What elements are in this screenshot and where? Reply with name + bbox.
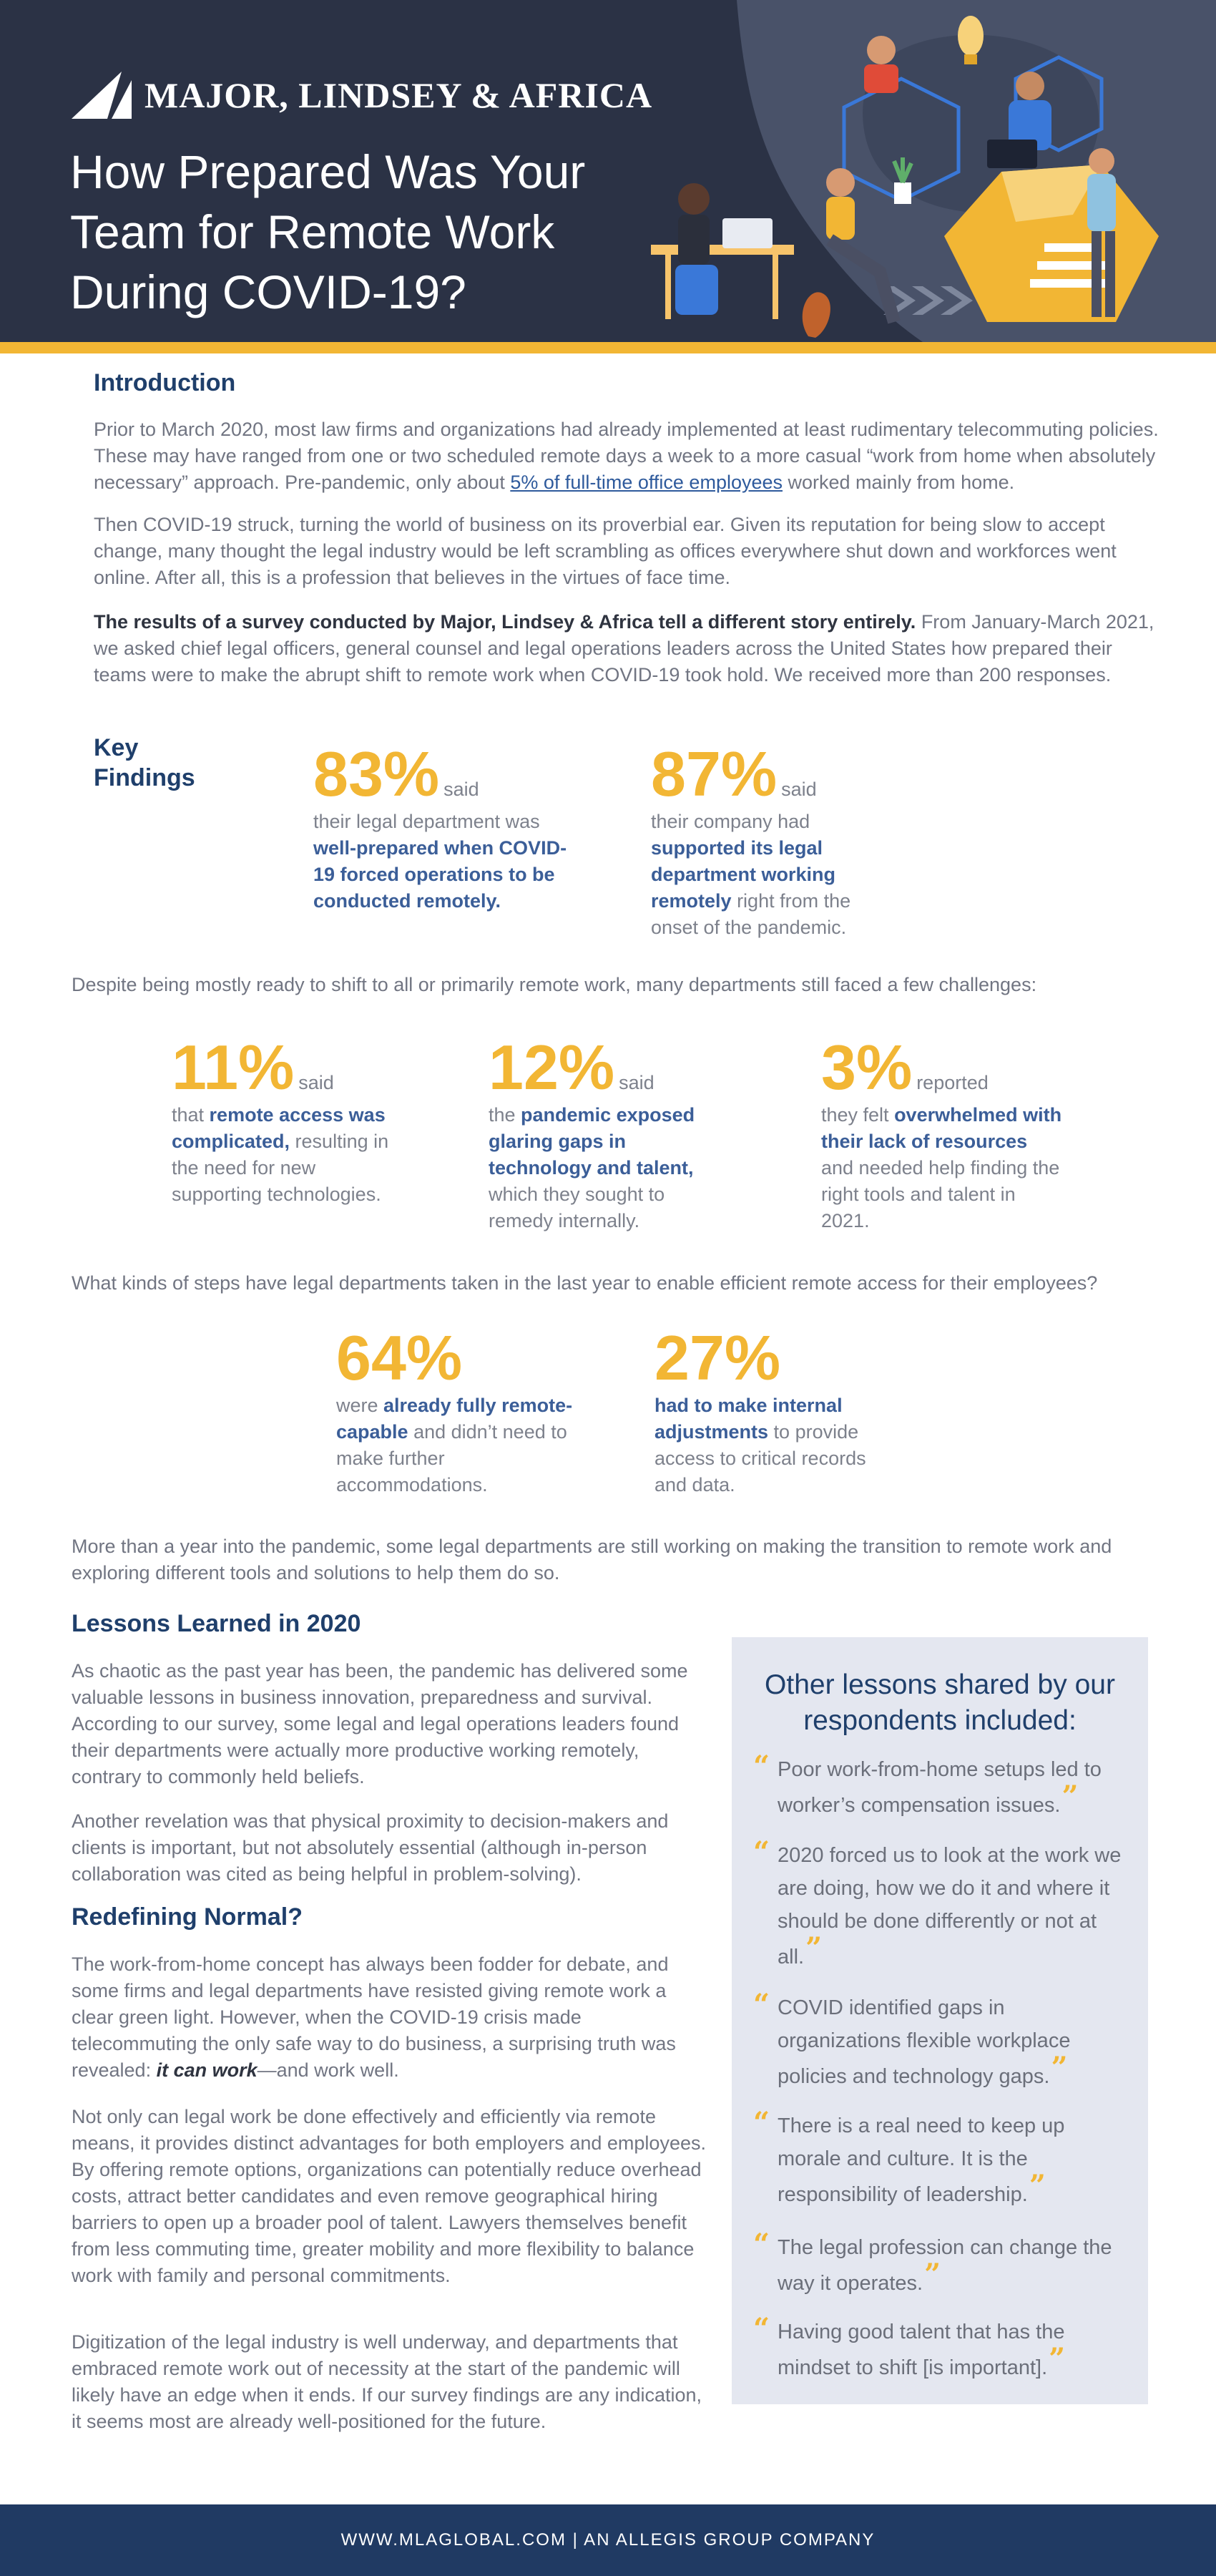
stat-desc-strong: pandemic exposed glaring gaps in technology and talent, (489, 1104, 695, 1179)
stat-83-well-prepared (313, 738, 571, 914)
intro-paragraph-2: Then COVID-19 struck, turning the world of business on its proverbial ear. Given its reputation for being slow to accept change, many thought the legal industry would be left scrambling as offices everywhere shut down and workforces went online. After all, this is a profession that believes in the virtues of face time. (94, 514, 1117, 588)
close-quote-icon: ” (1061, 1780, 1079, 1813)
redefining-paragraph-2: Not only can legal work be done effectively and efficiently via remote means, it provides distinct advantages for both employers and employees. By offering remote options, organizations can potentially reduce overhead costs, attract better candidates and even remove geographical hiring barriers to open up a broader pool of talent. Lawyers themselves benefit from less commuting time, greater mobility and more flexibility to balance work with family and personal commitments. (72, 2106, 706, 2286)
logo-mark-icon (72, 72, 134, 119)
stat-64-remote-capable (336, 1322, 587, 1498)
stat-verb: said (443, 779, 479, 800)
title-line: During COVID-19? (70, 265, 466, 318)
redefining-paragraph-3: Digitization of the legal industry is well underway, and departments that embraced remote work out of necessity at the start of the pandemic will likely have an edge when it ends. If our survey findings are any indication, it seems most are already well-positioned for the future. (72, 2331, 702, 2432)
stat-description (821, 1102, 1064, 1234)
redefining-p1-text-end: —and work well. (257, 2059, 399, 2081)
respondent-quote (753, 1835, 1131, 1974)
stat-desc-pre: their legal department was (313, 811, 540, 832)
respondent-quote (753, 2106, 1131, 2211)
lessons-paragraph-1: As chaotic as the past year has been, the pandemic has delivered some valuable lessons in business innovation, preparedness and survival. According to our survey, some legal and legal operations leaders found their departments were actually more productive working remotely, contrary to commonly held beliefs. (72, 1660, 688, 1787)
quote-text: Poor work-from-home setups led to worker’s compensation issues. (778, 1758, 1102, 1817)
stat-desc-strong: overwhelmed with their lack of resources (821, 1104, 1062, 1152)
other-lessons-box (732, 1637, 1148, 2404)
intro-p3-text: From January-March 2021, we asked chief legal officers, general counsel and legal operations leaders across the United States how prepared their teams were to make the abrupt shift to remote work when COVID-19 took hold. We received more than 200 responses. (94, 611, 1154, 686)
stat-87-supported (651, 738, 887, 941)
stat-desc-strong: well-prepared when COVID-19 forced operations to be conducted remotely. (313, 837, 567, 912)
open-quote-icon: “ (753, 1835, 770, 1869)
stat-verb: reported (916, 1072, 989, 1093)
redefining-p1-text: The work-from-home concept has always been fodder for debate, and some firms and legal departments have resisted giving remote work a clear green light. However, when the COVID-19 crisis made telecommuting the only safe way to do business, a surprising truth was revealed: (72, 1953, 676, 2081)
steps-lead: What kinds of steps have legal departments taken in the last year to enable efficient remote access for their employees? (72, 1272, 1098, 1294)
intro-p1-text: Prior to March 2020, most law firms and organizations had already implemented at least rudimentary telecommuting policies. These may have ranged from one or two scheduled remote days a week to a more casual “work from home when absolutely necessary” approach. Pre-pandemic, only about (94, 419, 1159, 493)
title-line: How Prepared Was Your (70, 145, 586, 198)
stat-description (172, 1102, 408, 1208)
stat-description (336, 1392, 587, 1498)
stat-verb: said (298, 1072, 334, 1093)
stat-value: 11% (172, 1032, 295, 1103)
footer-bar (0, 2504, 1216, 2576)
stat-description (654, 1392, 891, 1498)
stat-desc-post: to provide access to critical records and data. (654, 1421, 866, 1496)
stat-value: 27% (654, 1322, 781, 1393)
respondent-quote (753, 1750, 1131, 1822)
stat-desc-pre: the (489, 1104, 521, 1126)
stat-3-overwhelmed (821, 1032, 1064, 1234)
stat-desc-strong: supported its legal department working remotely (651, 837, 836, 912)
intro-p3-bold: The results of a survey conducted by Major, Lindsey & Africa tell a different story entirely. (94, 611, 916, 633)
quote-text: The legal profession can change the way it operates. (778, 2236, 1112, 2295)
stat-desc-post: resulting in the need for new supporting technologies. (172, 1131, 389, 1205)
key-findings-heading-line: Key (94, 734, 139, 761)
stat-value: 64% (336, 1322, 463, 1393)
statistic-link[interactable]: 5% of full-time office employees (510, 472, 783, 493)
close-quote-icon: ” (1051, 2051, 1068, 2084)
open-quote-icon: “ (753, 2106, 770, 2140)
key-findings-heading-line: Findings (94, 764, 195, 791)
open-quote-icon: “ (753, 2312, 770, 2346)
challenges-lead: Despite being mostly ready to shift to all or primarily remote work, many departments still faced a few challenges: (72, 974, 1037, 995)
intro-paragraph-3 (94, 609, 1167, 688)
stat-value: 83% (313, 738, 440, 809)
redefining-paragraph-1 (72, 1951, 708, 2084)
quote-text: There is a real need to keep up morale and culture. It is the responsibility of leadership. (778, 2114, 1065, 2206)
intro-paragraph-1 (94, 416, 1167, 496)
title-line: Team for Remote Work (70, 205, 555, 258)
stat-27-internal-adjustments (654, 1322, 891, 1498)
stat-description (313, 809, 571, 914)
stat-verb: said (619, 1072, 654, 1093)
stat-desc-pre: their company had (651, 811, 810, 832)
introduction-heading: Introduction (94, 369, 236, 396)
stat-value: 87% (651, 738, 778, 809)
stat-desc-strong: remote access was complicated, (172, 1104, 386, 1152)
stat-desc-pre: that (172, 1104, 210, 1126)
respondent-quote (753, 2312, 1131, 2384)
quote-text: 2020 forced us to look at the work we are doing, how we do it and where it should be done differently or not at all. (778, 1844, 1122, 1968)
lessons-paragraph-2: Another revelation was that physical proximity to decision-makers and clients is important, but not absolutely essential (although in-person collaboration was cited as being helpful in problem-solving). (72, 1810, 669, 1885)
stat-desc-post: right from the onset of the pandemic. (651, 890, 851, 938)
respondent-quote (753, 1988, 1131, 2093)
intro-p1-text-end: worked mainly from home. (783, 472, 1015, 493)
stat-desc-post: and needed help finding the right tools and talent in 2021. (821, 1157, 1060, 1231)
stat-desc-strong: already fully remote-capable (336, 1395, 573, 1443)
footer-text: WWW.MLAGLOBAL.COM | AN ALLEGIS GROUP COMPANY (340, 2530, 876, 2550)
header-divider (0, 342, 1216, 353)
quote-text: Having good talent that has the mindset to shift [is important]. (778, 2321, 1065, 2379)
close-quote-icon: ” (805, 1931, 823, 1965)
stat-desc-strong: had to make internal adjustments (654, 1395, 843, 1443)
stat-desc-post: and didn’t need to make further accommodations. (336, 1421, 567, 1496)
stat-description (651, 809, 887, 941)
stat-verb: said (781, 779, 817, 800)
lessons-heading: Lessons Learned in 2020 (72, 1610, 361, 1637)
stat-12-gaps (489, 1032, 725, 1234)
stat-description (489, 1102, 725, 1234)
stat-value: 12% (489, 1032, 615, 1103)
open-quote-icon: “ (753, 1988, 770, 2021)
page-title (70, 142, 657, 322)
close-quote-icon: ” (924, 2258, 941, 2291)
respondent-quote (753, 2228, 1131, 2300)
company-logo (72, 72, 652, 119)
logo-wordmark: MAJOR, LINDSEY & AFRICA (144, 75, 653, 115)
stat-desc-pre: they felt (821, 1104, 895, 1126)
stat-desc-post: which they sought to remedy internally. (489, 1184, 665, 1231)
redefining-p1-emphasis: it can work (156, 2059, 258, 2081)
stat-value: 3% (821, 1032, 913, 1103)
other-lessons-heading: Other lessons shared by our respondents included: (765, 1669, 1115, 1736)
key-findings-heading (94, 733, 195, 793)
steps-closing: More than a year into the pandemic, some legal departments are still working on making the transition to remote work and exploring different tools and solutions to help them do so. (72, 1536, 1112, 1584)
close-quote-icon: ” (1049, 2342, 1066, 2376)
header-banner (0, 0, 1216, 342)
open-quote-icon: “ (753, 2228, 770, 2261)
open-quote-icon: “ (753, 1750, 770, 1783)
close-quote-icon: ” (1029, 2169, 1046, 2202)
stat-11-remote-access (172, 1032, 408, 1208)
quote-text: COVID identified gaps in organizations flexible workplace policies and technology gaps. (778, 1996, 1071, 2088)
redefining-heading: Redefining Normal? (72, 1903, 303, 1931)
stat-desc-pre: were (336, 1395, 384, 1416)
